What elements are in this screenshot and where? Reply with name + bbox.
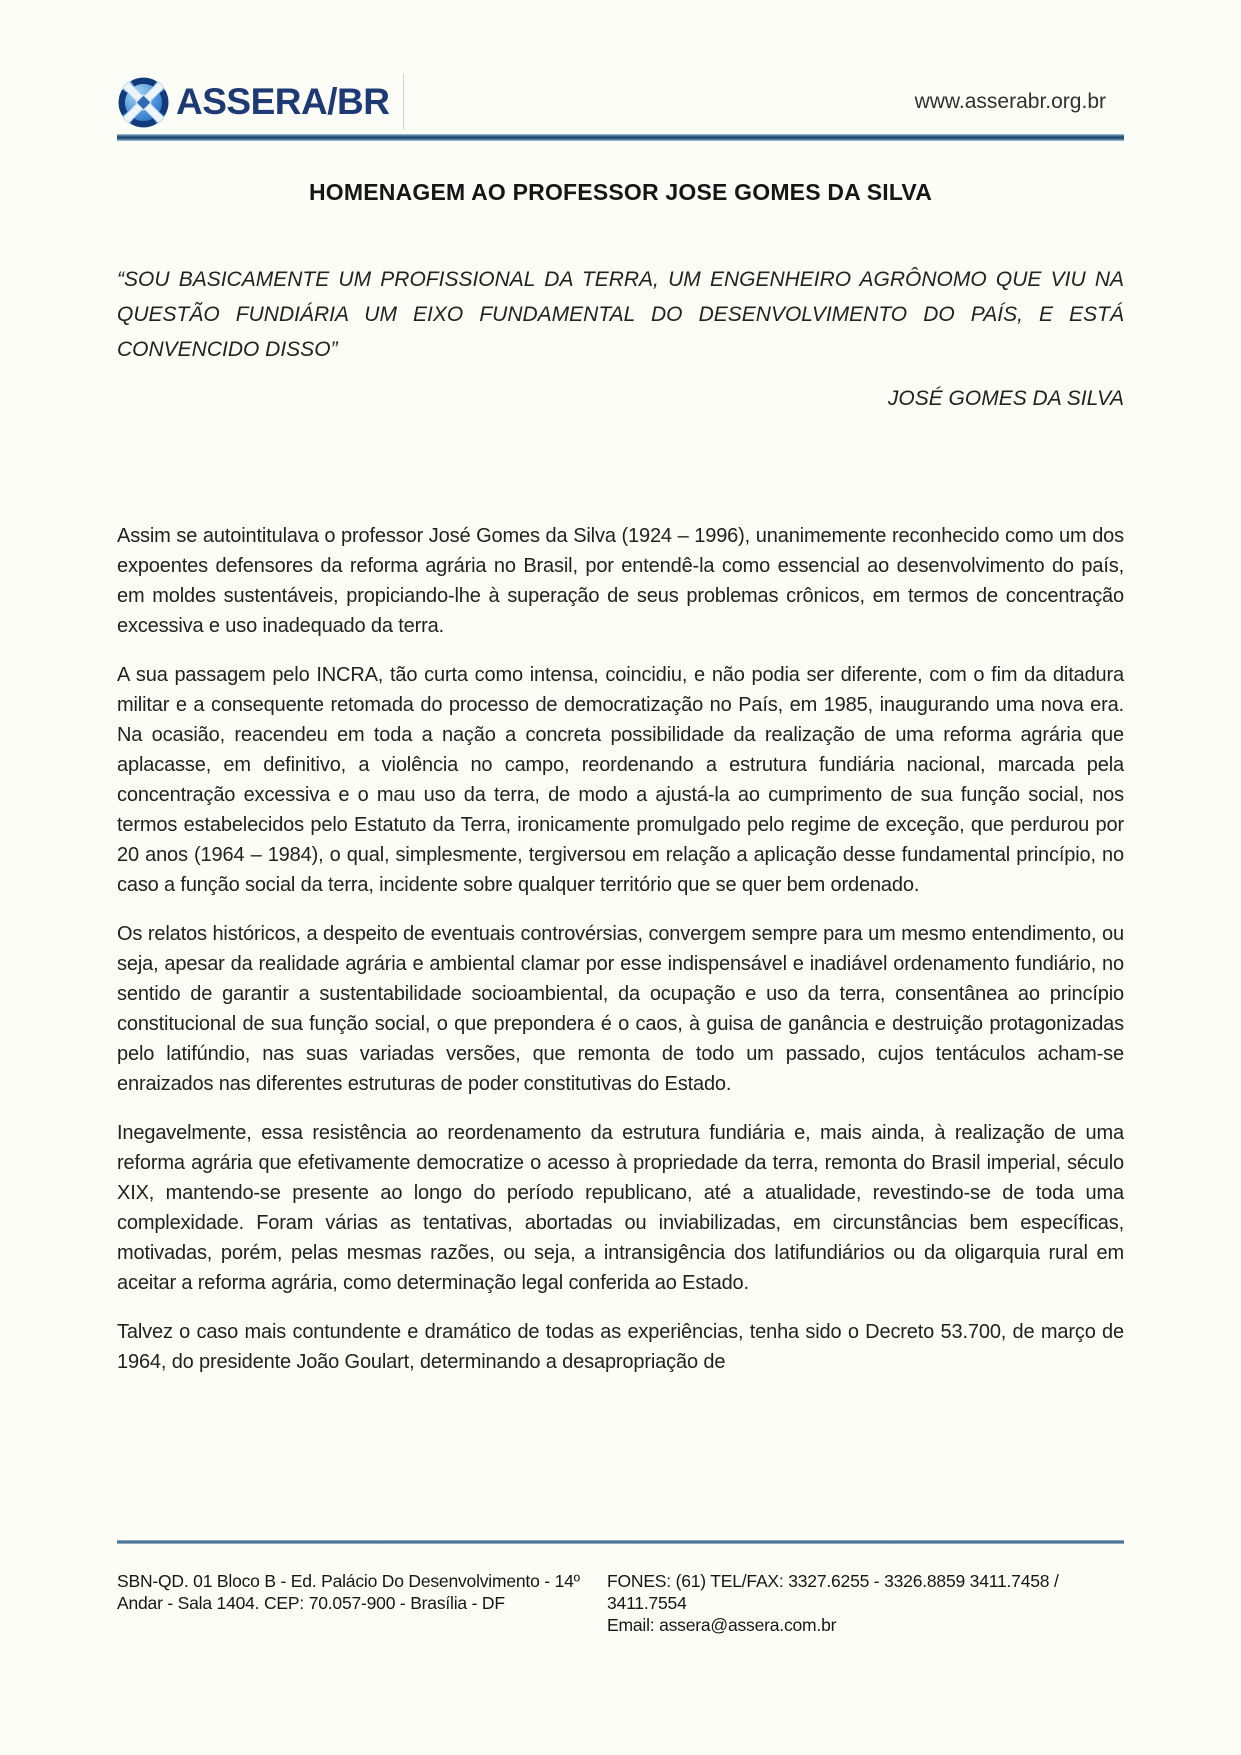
page-content — [117, 0, 1124, 1396]
body-paragraph-2: A sua passagem pelo INCRA, tão curta como intensa, coincidiu, e não podia ser diferente, com o fim da ditadura militar e a consequente retomada do processo de democratização no País, em 1985, inaugurando uma nova era. Na ocasião, reacendeu em toda a nação a concreta possibilidade da realização de uma reforma agrária que aplacasse, em definitivo, a violência no campo, reordenando a estrutura fundiária nacional, marcada pela concentração excessiva e o mau uso da terra, de modo a ajustá-la ao cumprimento de sua função social, nos termos estabelecidos pelo Estatuto da Terra, ironicamente promulgado pelo regime de exceção, que perdurou por 20 anos (1964 – 1984), o qual, simplesmente, tergiversou em relação a aplicação desse fundamental princípio, no caso a função social da terra, incidente sobre qualquer território que se quer bem ordenado. — [117, 664, 1124, 896]
body-paragraph-4: Inegavelmente, essa resistência ao reordenamento da estrutura fundiária e, mais ainda, à realização de uma reforma agrária que efetivamente democratize o acesso à propriedade da terra, remonta do Brasil imperial, século XIX, mantendo-se presente ao longo do período republicano, até a atualidade, revestindo-se de toda uma complexidade. Foram várias as tentativas, abortadas ou inviabilizadas, em circunstâncias bem específicas, motivadas, porém, pelas mesmas razões, ou seja, a intransigência dos latifundiários ou da oligarquia rural em aceitar a reforma agrária, como determinação legal conferida ao Estado. — [117, 1122, 1124, 1294]
body-paragraph-5: Talvez o caso mais contundente e dramático de todas as experiências, tenha sido o Decreto 53.700, de março de 1964, do presidente João Goulart, determinando a desapropriação de — [117, 1321, 1124, 1373]
assera-logo — [117, 74, 404, 130]
footer-rule — [117, 1540, 1124, 1544]
quote-attribution: JOSÉ GOMES DA SILVA — [887, 387, 1124, 410]
logo-wordmark: ASSERA/BR — [176, 81, 390, 122]
address-line-1: SBN-QD. 01 Bloco B - Ed. Palácio Do Desenvolvimento - 14º — [117, 1571, 580, 1591]
footer-address — [117, 1570, 607, 1636]
document-body — [117, 521, 1124, 1377]
website-link[interactable]: www.asserabr.org.br — [914, 90, 1106, 113]
letterhead-footer — [117, 1540, 1124, 1636]
header-rule — [117, 134, 1124, 141]
page-title: HOMENAGEM AO PROFESSOR JOSE GOMES DA SILVA — [308, 179, 933, 205]
email-line: Email: assera@assera.com.br — [607, 1615, 837, 1635]
footer-columns — [117, 1570, 1124, 1636]
address-line-2: Andar - Sala 1404. CEP: 70.057-900 - Brasília - DF — [117, 1593, 505, 1613]
body-paragraph-3: Os relatos históricos, a despeito de eventuais controvérsias, convergem sempre para um mesmo entendimento, ou seja, apesar da realidade agrária e ambiental clamar por esse indispensável e inadiável ordenamento fundiário, no sentido de garantir a sustentabilidade socioambiental, da ocupação e uso da terra, consentânea ao princípio constitucional de sua função social, o que prepondera é o caos, à guisa de ganância e destruição protagonizadas pelo latifúndio, nas suas variadas versões, que remonta de todo um passado, cujos tentáculos acham-se enraizados nas diferentes estruturas de poder constitutivas do Estado. — [117, 923, 1124, 1095]
phones-line: FONES: (61) TEL/FAX: 3327.6255 - 3326.8859 3411.7458 / 3411.7554 — [607, 1571, 1059, 1613]
footer-contact — [607, 1570, 1124, 1636]
letterhead-header — [117, 72, 1124, 132]
globe-x-icon — [117, 76, 170, 129]
quote-paragraph: “SOU BASICAMENTE UM PROFISSIONAL DA TERRA, UM ENGENHEIRO AGRÔNOMO QUE VIU NA QUESTÃO FUNDIÁRIA UM EIXO FUNDAMENTAL DO DESENVOLVIMENTO DO PAÍS, E ESTÁ CONVENCIDO DISSO” — [117, 268, 1124, 361]
logo-divider — [403, 74, 404, 130]
body-paragraph-1: Assim se autointitulava o professor José Gomes da Silva (1924 – 1996), unanimemente reconhecido como um dos expoentes defensores da reforma agrária no Brasil, por entendê-la como essencial ao desenvolvimento do país, em moldes sustentáveis, propiciando-lhe à superação de seus problemas crônicos, em termos de concentração excessiva e uso inadequado da terra. — [117, 525, 1124, 637]
